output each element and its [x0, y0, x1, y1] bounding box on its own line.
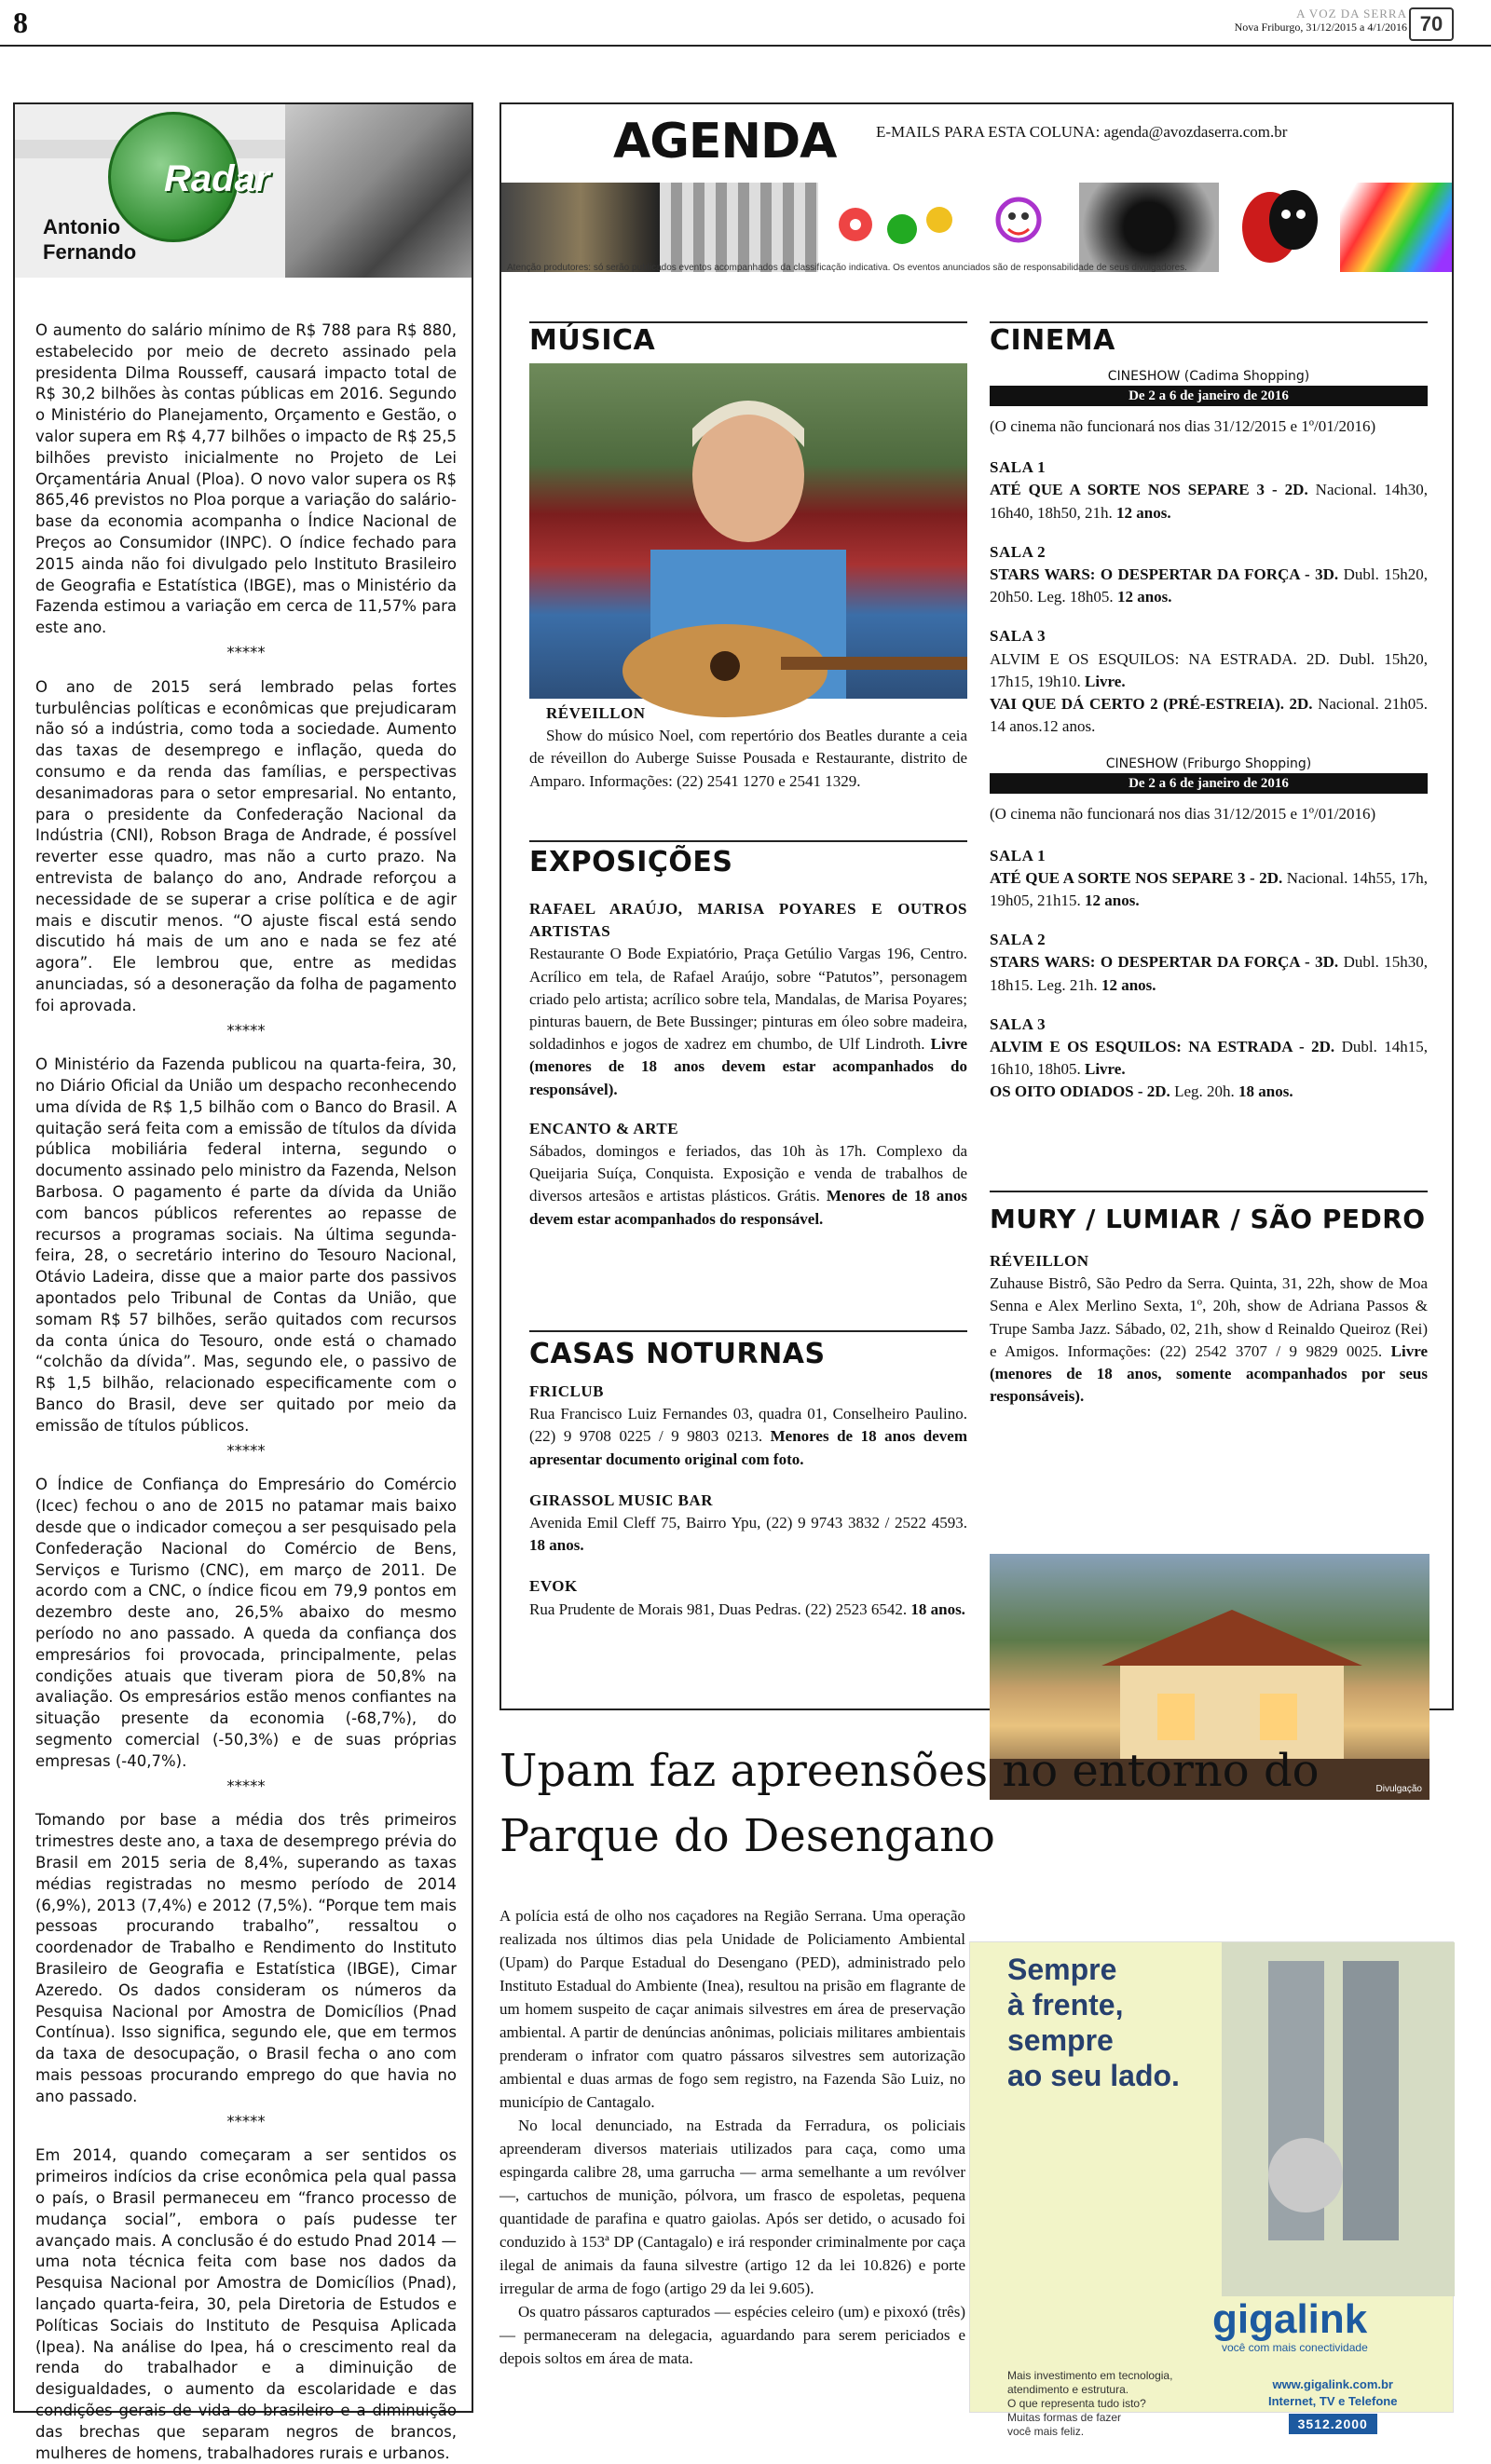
exposicao-text: Sábados, domingos e feriados, das 10h às 17h. Complexo da Queijaria Suíça, Conquista. Exposição e venda de trabalhos de diversos artesãos e artistas plásticos. Grátis. [529, 1142, 967, 1205]
mury-heading: MURY / LUMIAR / SÃO PEDRO [990, 1204, 1426, 1234]
radar-paragraph: Tomando por base a média dos três primeiros trimestres deste ano, a taxa de desemprego prévia do Brasil em 2015 seria de 8,4%, superando as taxas médias registradas no mesmo período de 2014 (6,9%), 2013 (7,4%) e 2012 (7,5%). “Porque tem mais pessoas procurando trabalho”, ressaltou o coordenador de Trabalho e Rendimento do Instituto Brasileiro de Geografia e Estatística (IBGE), Cimar Azeredo. Os dados consideram os números da Pesquisa Nacional por Amostra de Domicílios (Pnad Contínua). Isso significa, segundo ele, que em termos da taxa de desocupação, o Brasil fecha o ano com mais pessoas procurando emprego do que havia no ano passado. [35, 1811, 457, 2105]
radar-separator: ***** [226, 1777, 266, 1795]
cinema-showtime [990, 479, 1428, 524]
casa-rating: 18 anos. [529, 1536, 584, 1555]
exposicao-rating: Livre (menores de 18 anos devem estar acompanhados do responsável). [529, 1035, 967, 1098]
upam-headline: Upam faz apreensões no entorno do Parque do Desengano [499, 1745, 1320, 1862]
cinema-venue-name: CINESHOW (Friburgo Shopping) [1105, 756, 1312, 772]
cinema-showtime [990, 693, 1428, 738]
film-title: VAI QUE DÁ CERTO 2 (PRÉ-ESTREIA). 2D. [990, 695, 1313, 714]
cinema-showtime [990, 867, 1428, 912]
upam-article [499, 1904, 965, 2370]
radar-paragraph: O ano de 2015 será lembrado pelas fortes turbulências políticas e econômicas que prejudicaram não só a indústria, como toda a sociedade. Aumento das taxas de desemprego e inflação, queda do consumo e da renda das famílias, e perspectivas desanimadoras para o setor empresarial. No entanto, para o presidente da Confederação Nacional da Indústria (CNI), Robson Braga de Andrade, é possível reverter esse quadro, mas não a curto prazo. Na entrevista de balanço do ano, Andrade reforçou a necessidade de se superar a crise política e de agir mais e discutir menos. “O ajuste fiscal está sendo discutido há mais de um ano e nada se fez até agora”. Ele lembrou que, entre as medidas anunciadas, só a desoneração da folha de pagamento foi aprovada. [35, 677, 457, 1014]
cinema-venue [990, 756, 1428, 1103]
ad-slogan: Sempre à frente, sempre ao seu lado. [1007, 1953, 1180, 2092]
casa-body [529, 1403, 967, 1471]
cinema-venue-dates: De 2 a 6 de janeiro de 2016 [990, 386, 1428, 406]
exposicoes-heading: EXPOSIÇÕES [529, 846, 733, 878]
film-rating: Livre. [1085, 1060, 1126, 1079]
film-strip-icon [660, 183, 818, 272]
film-times: Dubl. 14h15, 16h10, 18h05. [990, 1038, 1428, 1079]
cinema-showtime [990, 951, 1428, 996]
upam-paragraph: Os quatro pássaros capturados — espécies celeiro (um) e pixoxó (três) — permaneceram na delegacia, aguardando para serem periciados e depois soltos em área de mata. [499, 2303, 965, 2367]
cinema-showtime [990, 1081, 1428, 1103]
film-title: STARS WARS: O DESPERTAR DA FORÇA - 3D. [990, 953, 1339, 972]
film-title: ATÉ QUE A SORTE NOS SEPARE 3 - 2D. [990, 481, 1308, 499]
publication-meta [1235, 7, 1407, 34]
cinema-room [990, 625, 1428, 738]
exposicoes-list [529, 898, 967, 1247]
agenda-image-strip [501, 183, 1452, 272]
cinema-note: (O cinema não funcionará nos dias 31/12/2015 e 1º/01/2016) [990, 417, 1376, 435]
ad-body-text: Mais investimento em tecnologia, atendimento e estrutura. O que representa tudo isto? Muitas formas de fazer você mais feliz. [1007, 2369, 1173, 2438]
upam-paragraph: No local denunciado, na Estrada da Ferradura, os policiais apreenderam diversos materiais utilizados para caça, como uma espingarda calibre 28, uma garrucha — arma semelhante a um revólver —, cartuchos de munição, pólvora, um frasco de espoletas, pequena quantidade de parafina e quatro gaiolas. Após ser detido, o acusado foi conduzido à 153ª DP (Cantagalo) e irá responder criminalmente por caça ilegal de animais da fauna silvestre (artigo 12 da lei 10.826) e porte irregular de arma de fogo (artigo 29 da lei 9.605). [499, 2117, 965, 2297]
ad-website[interactable]: www.gigalink.com.br [1272, 2377, 1393, 2391]
cinema-room-label: SALA 1 [990, 458, 1046, 477]
page-number: 8 [13, 6, 28, 39]
film-times: Nacional. 14h30, 16h40, 18h50, 21h. [990, 481, 1429, 522]
film-rating: 18 anos. [1238, 1082, 1293, 1101]
author-name: Antonio Fernando [43, 215, 137, 264]
film-title: ALVIM E OS ESQUILOS: NA ESTRADA - 2D. [990, 1038, 1335, 1056]
film-rating: Livre. [1085, 672, 1126, 690]
agenda-disclaimer: Atenção produtores: só serão publicados eventos acompanhados da classificação indicativa. Os eventos anunciados são de responsabilidade de seus divulgadores. [507, 263, 1187, 273]
cinema-venue-name: CINESHOW (Cadima Shopping) [1107, 369, 1310, 384]
film-times: Dubl. 15h30, 18h15. Leg. 21h. [990, 953, 1428, 994]
cinema-venue [990, 369, 1428, 738]
cinema-room-label: SALA 1 [990, 846, 1046, 864]
header-rule [0, 45, 1491, 47]
film-times: Nacional. 14h55, 17h, 19h05, 21h15. [990, 868, 1429, 910]
radar-separator: ***** [226, 1021, 266, 1040]
film-title: ATÉ QUE A SORTE NOS SEPARE 3 - 2D. [990, 868, 1283, 887]
mury-event-text: Zuhause Bistrô, São Pedro da Serra. Quinta, 31, 22h, show de Moa Senna e Alex Merlino Sexta, 1º, 20h, show de Adriana Passos & Trupe Samba Jazz. Sábado, 02, 21h, show d Reinaldo Queiroz (Rei) e Amigos. Informações: (22) 2542 3707 / 9 9829 0025. [990, 1274, 1428, 1360]
film-rating: 12 anos. [1101, 975, 1156, 994]
radar-paragraph: O aumento do salário mínimo de R$ 788 para R$ 880, estabelecido por meio de decreto assinado pela presidenta Dilma Rousseff, causará impacto total de R$ 30,2 bilhões às contas públicas em 2016. Segundo o Ministério do Planejamento, Orçamento e Gestão, o valor supera em R$ 4,77 bilhões o impacto de R$ 25,5 bilhões previsto inicialmente no Projeto de Lei Orçamentária Anual (Ploa). O novo valor supera os R$ 865,46 previstos no Ploa porque a variação do salário-base da economia acompanha o Índice Nacional de Preços ao Consumidor (INPC). O índice fechado para 2015 ainda não foi divulgado pelo Instituto Brasileiro de Geografia e Estatística (IBGE), mas o Ministério da Fazenda estimou a variação em cerca de 11,57% para este ano. [35, 321, 457, 637]
cinema-room [990, 929, 1428, 997]
radar-separator: ***** [226, 2112, 266, 2130]
cinema-note: (O cinema não funcionará nos dias 31/12/2015 e 1º/01/2016) [990, 805, 1376, 824]
radar-column [13, 102, 473, 2462]
film-times: Leg. 20h. [1170, 1082, 1238, 1101]
cinema-room [990, 1014, 1428, 1104]
exposicao-text: Restaurante O Bode Expiatório, Praça Getúlio Vargas 196, Centro. Acrílico em tela, de Rafael Araújo, sobre “Patutos”, personagem criado pelo artista; acrílico sobre tela, Mandalas, de Marisa Poyares; pinturas bauern, de Bete Bussinger; pinturas em óleo sobre madeira, soldadinhos e jogos de xadrez em chumbo, de Ulf Lindroth. [529, 945, 967, 1054]
casas-list [529, 1381, 967, 1640]
upam-paragraph: A polícia está de olho nos caçadores na Região Serrana. Uma operação realizada nos últimos dias pela Unidade de Policiamento Ambiental (Upam) do Parque Estadual do Desengano (PED), administrado pelo Instituto Estadual do Ambiente (Inea), resultou na prisão em flagrante de um homem suspeito de caçar animais silvestres em área de preservação ambiental. A partir de denúncias anônimas, policiais militares ambientais prenderam o infrator com quatro pássaros silvestres sem autorização ambiental e duas armas de fogo sem registro, na Fazenda São Luiz, no município de Cantagalo. [499, 1907, 965, 2111]
kids-drawing-icon [818, 183, 967, 272]
ad-contact [1268, 2376, 1397, 2434]
musica-event-text: Show do músico Noel, com repertório dos Beatles durante a ceia de réveillon do Auberge Suisse Pousada e Restaurante, distrito de Amparo. Informações: (22) 2541 1270 e 2541 1329. [529, 727, 967, 790]
cinema-rule [990, 321, 1428, 323]
ad-brand-logo: gigalink [1212, 2296, 1368, 2342]
exposicao-item [529, 898, 967, 1101]
film-rating: 12 anos. [1085, 892, 1140, 910]
radar-logo-text: Radar [164, 158, 270, 199]
musica-heading: MÚSICA [529, 324, 656, 357]
radar-header [15, 104, 472, 278]
casa-title: FRICLUB [529, 1382, 605, 1400]
theater-masks-icon [1219, 183, 1340, 272]
mury-event-title: RÉVEILLON [990, 1252, 1089, 1270]
cinema-room-label: SALA 2 [990, 931, 1046, 949]
publication-name: A VOZ DA SERRA [1296, 7, 1407, 20]
mury-event [990, 1250, 1428, 1408]
mury-event-rating: Livre (menores de 18 anos, somente acompanhados por seus responsáveis). [990, 1341, 1428, 1406]
radar-separator: ***** [226, 1441, 266, 1460]
mury-rule [990, 1191, 1428, 1192]
ad-server-image [1184, 1942, 1455, 2296]
musician-photo [529, 363, 967, 699]
exposicao-rating: Menores de 18 anos devem estar acompanhados do responsável. [529, 1187, 967, 1228]
ad-services: Internet, TV e Telefone [1268, 2394, 1398, 2408]
casa-rating: 18 anos. [910, 1600, 965, 1618]
film-times: ALVIM E OS ESQUILOS: NA ESTRADA. 2D. Dubl. 15h20, 17h15, 19h10. [990, 649, 1428, 690]
cinema-showtime [990, 648, 1428, 693]
radar-separator: ***** [226, 643, 266, 661]
film-title: OS OITO ODIADOS - 2D. [990, 1082, 1170, 1101]
cinema-showtime [990, 1036, 1428, 1081]
casa-title: EVOK [529, 1577, 578, 1596]
cinema-room [990, 845, 1428, 913]
casa-item [529, 1575, 967, 1620]
film-times: Dubl. 15h20, 20h50. Leg. 18h05. [990, 565, 1428, 606]
radar-paragraph: Em 2014, quando começaram a ser sentidos os primeiros indícios da crise econômica pela qual passa o país, o Brasil permaneceu em “franco processo de mudança social”, embora o país pudesse ter avançado mais. A conclusão é do estudo Pnad 2014 — uma nota técnica feita com base nos dados da Pesquisa Nacional por Amostra de Domicílios (Pnad), lançado quarta-feira, 30, pela Diretoria de Estudos e Políticas Sociais do Instituto de Pesquisa Aplicada (Ipea). Na análise do Ipea, há o crescimento real da renda do trabalhador e a diminuição de desigualdades, o aumento da escolaridade e das condições gerais de vida do brasileiro e a diminuição das brechas que separam negros de brancos, mulheres de homens, trabalhadores rurais e urbanos. [35, 2146, 457, 2462]
exposicao-item [529, 1118, 967, 1231]
casa-title: GIRASSOL MUSIC BAR [529, 1491, 713, 1509]
casa-body [529, 1599, 967, 1621]
cinema-room-label: SALA 3 [990, 627, 1046, 646]
cinema-showtime [990, 564, 1428, 608]
cinema-room-label: SALA 3 [990, 1014, 1046, 1033]
musica-event [529, 702, 967, 793]
agenda-title: AGENDA [613, 114, 837, 170]
radar-paragraph: O Índice de Confiança do Empresário do Comércio (Icec) fechou o ano de 2015 no patamar mais baixo desde que o indicador começou a ser pesquisado pela Confederação Nacional do Comércio de Bens, Serviços e Turismo (CNC), em março de 2011. De acordo com a CNC, o índice ficou em 79,9 pontos em dezembro deste ano, 26,5% abaixo do mesmo período no ano passado. A queda da confiança dos empresários foi provocada, principalmente, pelas condições atuais que tiveram piora de 50,8% na avaliação. Os empresários estão menos confiantes na situação presente da economia (-68,7%), do segmento comercial (-50,3%) e de suas próprias empresas (-40,7%). [35, 1476, 457, 1770]
exposicoes-rule [529, 840, 967, 842]
exposicao-body [529, 1140, 967, 1231]
musica-rule [529, 321, 967, 323]
cinema-room-label: SALA 2 [990, 542, 1046, 561]
cinema-heading: CINEMA [990, 324, 1115, 357]
exposicao-title: ENCANTO & ARTE [529, 1119, 679, 1137]
radar-article [35, 320, 457, 2464]
film-rating: 12 anos. [1116, 503, 1171, 522]
casas-rule [529, 1330, 967, 1332]
colorful-figure-icon [967, 183, 1079, 272]
cinema-room [990, 541, 1428, 609]
casa-rating: Menores de 18 anos devem apresentar documento original com foto. [529, 1427, 967, 1468]
exposicao-title: RAFAEL ARAÚJO, MARISA POYARES E OUTROS ARTISTAS [529, 900, 967, 941]
film-times: Nacional. 21h05. 14 anos.12 anos. [990, 695, 1428, 736]
ad-tagline: você com mais conectividade [1222, 2341, 1368, 2354]
ad-phone: 3512.2000 [1289, 2414, 1377, 2434]
casa-item [529, 1490, 967, 1558]
casa-item [529, 1381, 967, 1471]
casa-text: Rua Prudente de Morais 981, Duas Pedras. (22) 2523 6542. [529, 1600, 911, 1618]
musica-event-title: RÉVEILLON [546, 704, 646, 722]
agenda-email: E-MAILS PARA ESTA COLUNA: agenda@avozdaserra.com.br [876, 123, 1288, 141]
agenda-section [499, 102, 1454, 1794]
gigalink-ad[interactable] [969, 1941, 1454, 2438]
cinema-listings [990, 365, 1428, 1123]
dateline: Nova Friburgo, 31/12/2015 a 4/1/2016 [1234, 20, 1407, 34]
radar-paragraph: O Ministério da Fazenda publicou na quarta-feira, 30, no Diário Oficial da União um despacho reconhecendo uma dívida de R$ 1,5 bilhão com o Banco do Brasil. A quitação será feita com a emissão de títulos da dívida pública mobiliária federal interna, segundo o documento assinado pelo ministro da Fazenda, Nelson Barbosa. O pagamento é parte da dívida da União com bancos públicos referentes ao repasse de recursos a programas sociais. Na última segunda-feira, 28, o secretário interino do Tesouro Nacional, Otávio Ladeira, disse que a maior parte dos passivos apontados pelo Tribunal de Contas da União, que somam R$ 57 bilhões, serão quitados com recursos da conta única do Tesouro, onde está o chamado “colchão da dívida”. Mas, segundo ele, o passivo de R$ 1,5 bilhão, relacionado especificamente com o Banco do Brasil, deve ser quitado por meio da emissão de títulos públicos. [35, 1055, 457, 1435]
photo-credit: Divulgação [1375, 1784, 1422, 1794]
casa-text: Avenida Emil Cleff 75, Bairro Ypu, (22) 9 9743 3832 / 2522 4593. [529, 1514, 967, 1532]
casa-text: Rua Francisco Luiz Fernandes 03, quadra 01, Conselheiro Paulino. (22) 9 9708 0225 / 9 9803 0213. [529, 1405, 967, 1446]
turntable-icon [1079, 183, 1219, 272]
cinema-venue-dates: De 2 a 6 de janeiro de 2016 [990, 773, 1428, 794]
film-title: STARS WARS: O DESPERTAR DA FORÇA - 3D. [990, 565, 1339, 584]
author-photo [285, 104, 472, 278]
casa-body [529, 1512, 967, 1557]
film-rating: 12 anos. [1116, 588, 1172, 606]
paint-brush-icon [1340, 183, 1452, 272]
cinema-room [990, 456, 1428, 524]
anniversary-logo: 70 [1409, 7, 1454, 41]
film-reels-icon [501, 183, 660, 272]
casas-heading: CASAS NOTURNAS [529, 1338, 826, 1370]
exposicao-body [529, 943, 967, 1100]
